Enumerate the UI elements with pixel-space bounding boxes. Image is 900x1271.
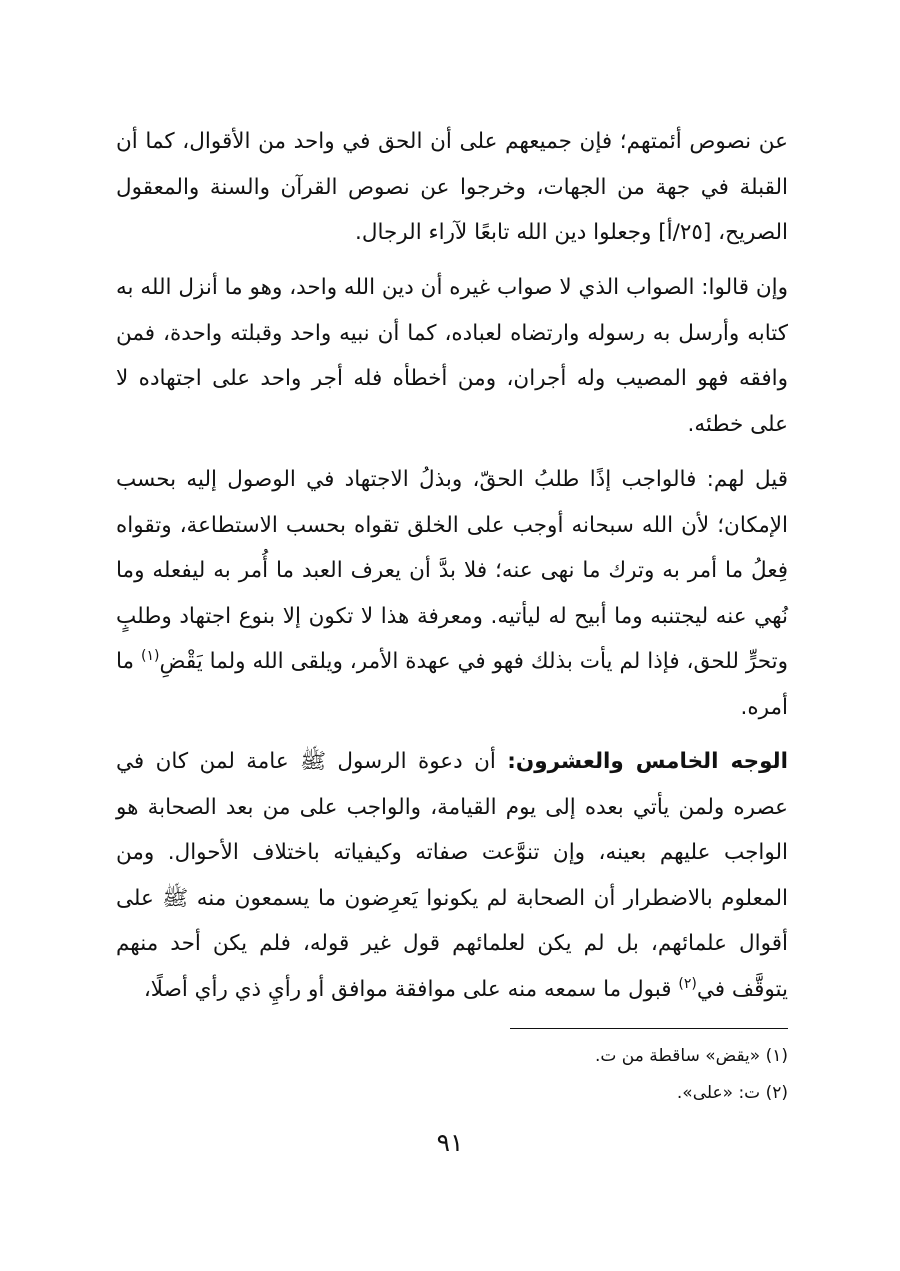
paragraph-1-text: عن نصوص أئمتهم؛ فإن جميعهم على أن الحق في واحد من الأقوال، كما أن القبلة في جهة من الجهات، وخرجوا عن نصوص القرآن والسنة والمعقول الصريح، [٢٥/أ] وجعلوا دين الله تابعًا لآراء الرجال. — [116, 129, 788, 245]
page-number: ٩١ — [436, 1128, 464, 1157]
paragraph-3-main: قيل لهم: فالواجب إذًا طلبُ الحقّ، وبذلُ الاجتهاد في الوصول إليه بحسب الإمكان؛ لأن الله سبحانه أوجب على الخلق تقواه بحسب الاستطاعة، وتقواه فِعلُ ما أمر به وترك ما نهى عنه؛ فلا بدَّ أن يعرف العبد ما أُمر به ليفعله وما نُهي عنه ليجتنبه وما أبيح له ليأتيه. ومعرفة هذا لا تكون إلا بنوع اجتهاد وطلبٍ وتحرٍّ للحق، فإذا لم يأت بذلك فهو في عهدة الأمر، ويلقى الله ولما يَقْضِ — [116, 467, 789, 674]
paragraph-2-text: وإن قالوا: الصواب الذي لا صواب غيره أن دين الله واحد، وهو ما أنزل الله به كتابه وأرسل به رسوله وارتضاه لعباده، كما أن نبيه واحد وقبلته واحدة، فمن وافقه فهو المصيب وله أجران، ومن أخطأه فله أجر واحد على اجتهاده لا على خطئه. — [116, 275, 788, 437]
footnote-2: (٢) ت: «على». — [676, 1083, 788, 1103]
footnote-1: (١) «يقض» ساقطة من ت. — [594, 1046, 788, 1066]
paragraph-1 — [116, 119, 788, 256]
paragraph-4-tail: قبول ما سمعه منه على موافقة موافق أو رأيِ ذي رأي أصلًا، — [143, 976, 679, 1002]
footnote-ref-1: (١) — [141, 647, 160, 664]
paragraph-4 — [116, 739, 788, 1012]
paragraph-2 — [116, 265, 788, 447]
section-heading: الوجه الخامس والعشرون: — [507, 749, 788, 774]
paragraph-3-text — [116, 457, 788, 730]
paragraph-4-text — [116, 739, 788, 1012]
paragraph-3 — [116, 457, 788, 730]
paragraph-4-main: أن دعوة الرسول ﷺ عامة لمن كان في عصره ولمن يأتي بعده إلى يوم القيامة، والواجب على من بعد الصحابة هو الواجب عليهم بعينه، وإن تنوَّعت صفاته وكيفياته باختلاف الأحوال. ومن المعلوم بالاضطرار أن الصحابة لم يكونوا يَعرِضون ما يسمعون منه ﷺ على أقوال علمائهم، بل لم يكن لعلمائهم قول غير قوله، فلم يكن أحد منهم يتوقَّف في — [116, 749, 788, 1002]
footnote-ref-2: (٢) — [678, 975, 697, 992]
footnote-separator — [510, 1028, 788, 1029]
paragraph-3-tail: ما أمره. — [116, 649, 788, 720]
